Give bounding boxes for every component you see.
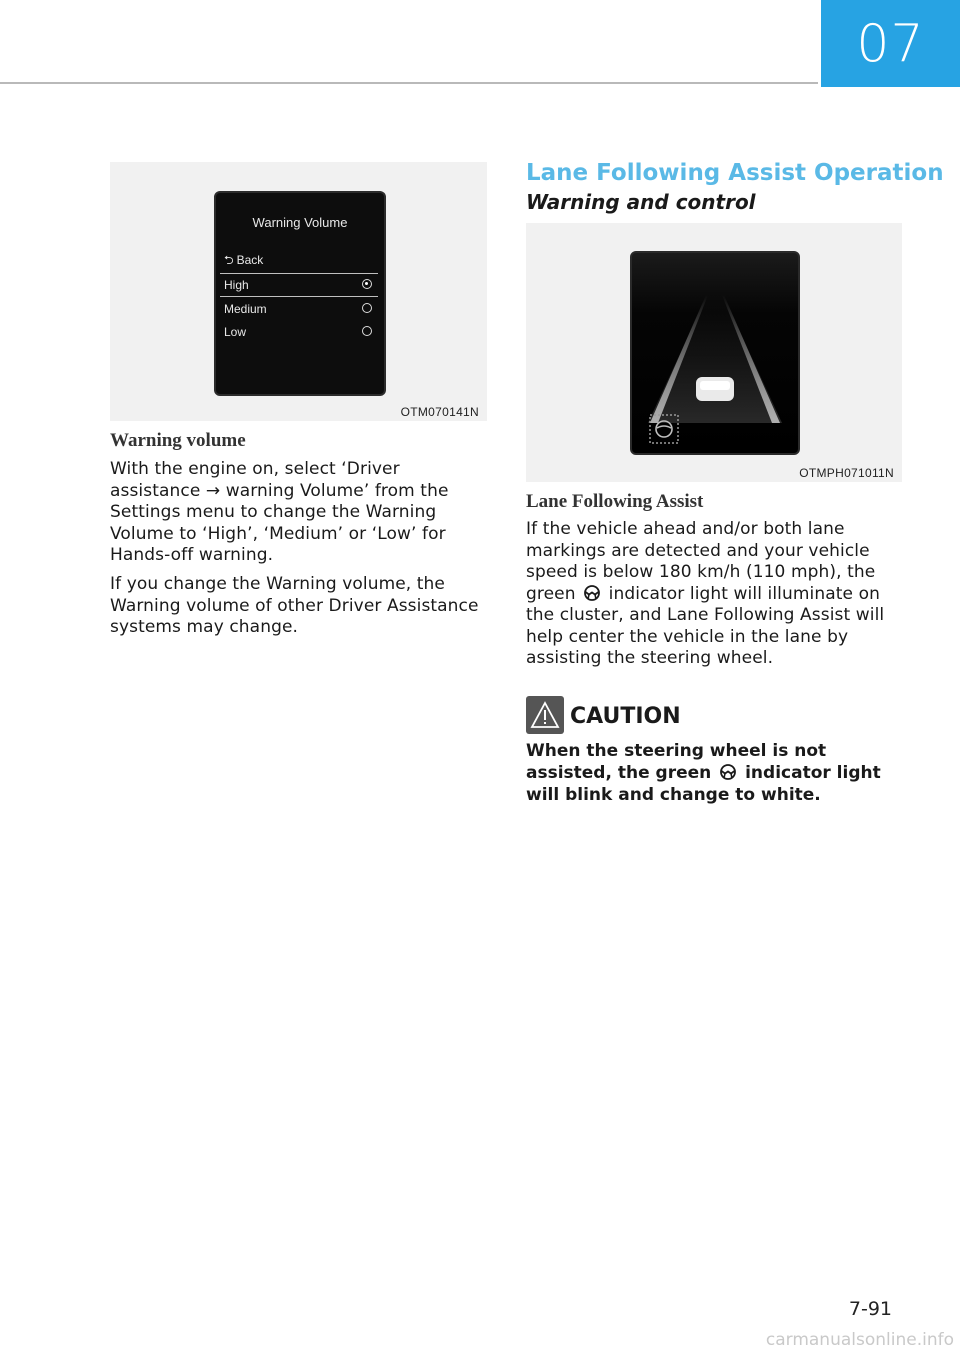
watermark: carmanualsonline.info — [765, 1330, 954, 1350]
option-label: Low — [224, 325, 247, 339]
back-label: Back — [236, 253, 264, 267]
back-item — [224, 251, 263, 272]
cluster-screen — [630, 251, 800, 455]
section-subtitle: Warning and control — [526, 190, 756, 214]
warning-volume-figure — [110, 162, 487, 421]
screen-title: Warning Volume — [252, 215, 348, 230]
option-medium — [220, 298, 378, 320]
header-rule — [0, 82, 818, 84]
option-high — [220, 273, 378, 297]
figure-code: OTM070141N — [400, 405, 479, 419]
caution-warning-icon — [526, 696, 564, 734]
paragraph: If you change the Warning volume, the Warning volume of other Driver Assistance systems may change. — [110, 574, 479, 637]
paragraph — [526, 519, 906, 670]
radio-icon — [362, 326, 372, 336]
subhead-warning-volume: Warning volume — [110, 430, 246, 451]
option-label: High — [224, 278, 249, 292]
figure-code: OTMPH071011N — [799, 466, 894, 480]
chapter-tab: 07 — [821, 0, 960, 87]
subhead-lane-following-assist: Lane Following Assist — [526, 491, 704, 512]
steering-wheel-lane-icon — [719, 764, 737, 780]
paragraph: With the engine on, select ‘Driver assistance → warning Volume’ from the Settings menu to change the Warning Volume to ‘High’, ‘Medium’ or ‘Low’ for Hands-off warning. — [110, 459, 449, 565]
radio-icon — [362, 303, 372, 313]
cluster-screen — [214, 191, 386, 396]
paragraph-part: indicator light will illuminate on the cluster, and Lane Following Assist will help center the vehicle in the lane by assisting the steering wheel. — [526, 583, 885, 668]
option-low — [220, 321, 378, 343]
caution-label: CAUTION — [570, 704, 681, 729]
caution-text-part: When the steering wheel is not assisted, the green — [526, 741, 827, 783]
radio-selected-icon — [362, 279, 372, 289]
caution-text — [526, 740, 906, 806]
lane-following-figure — [526, 223, 902, 482]
steering-wheel-lane-icon — [583, 585, 601, 601]
road-graphic — [632, 253, 798, 453]
caution-text-part: indicator light will blink and change to white. — [526, 763, 881, 805]
page-number: 7-91 — [848, 1298, 892, 1320]
option-label: Medium — [224, 302, 267, 316]
back-arrow-icon: ⮌ — [224, 253, 234, 267]
section-title: Lane Following Assist Operation — [526, 160, 944, 186]
paragraph-part: If the vehicle ahead and/or both lane markings are detected and your vehicle speed is below 180 km/h (110 mph), the green — [526, 519, 876, 604]
